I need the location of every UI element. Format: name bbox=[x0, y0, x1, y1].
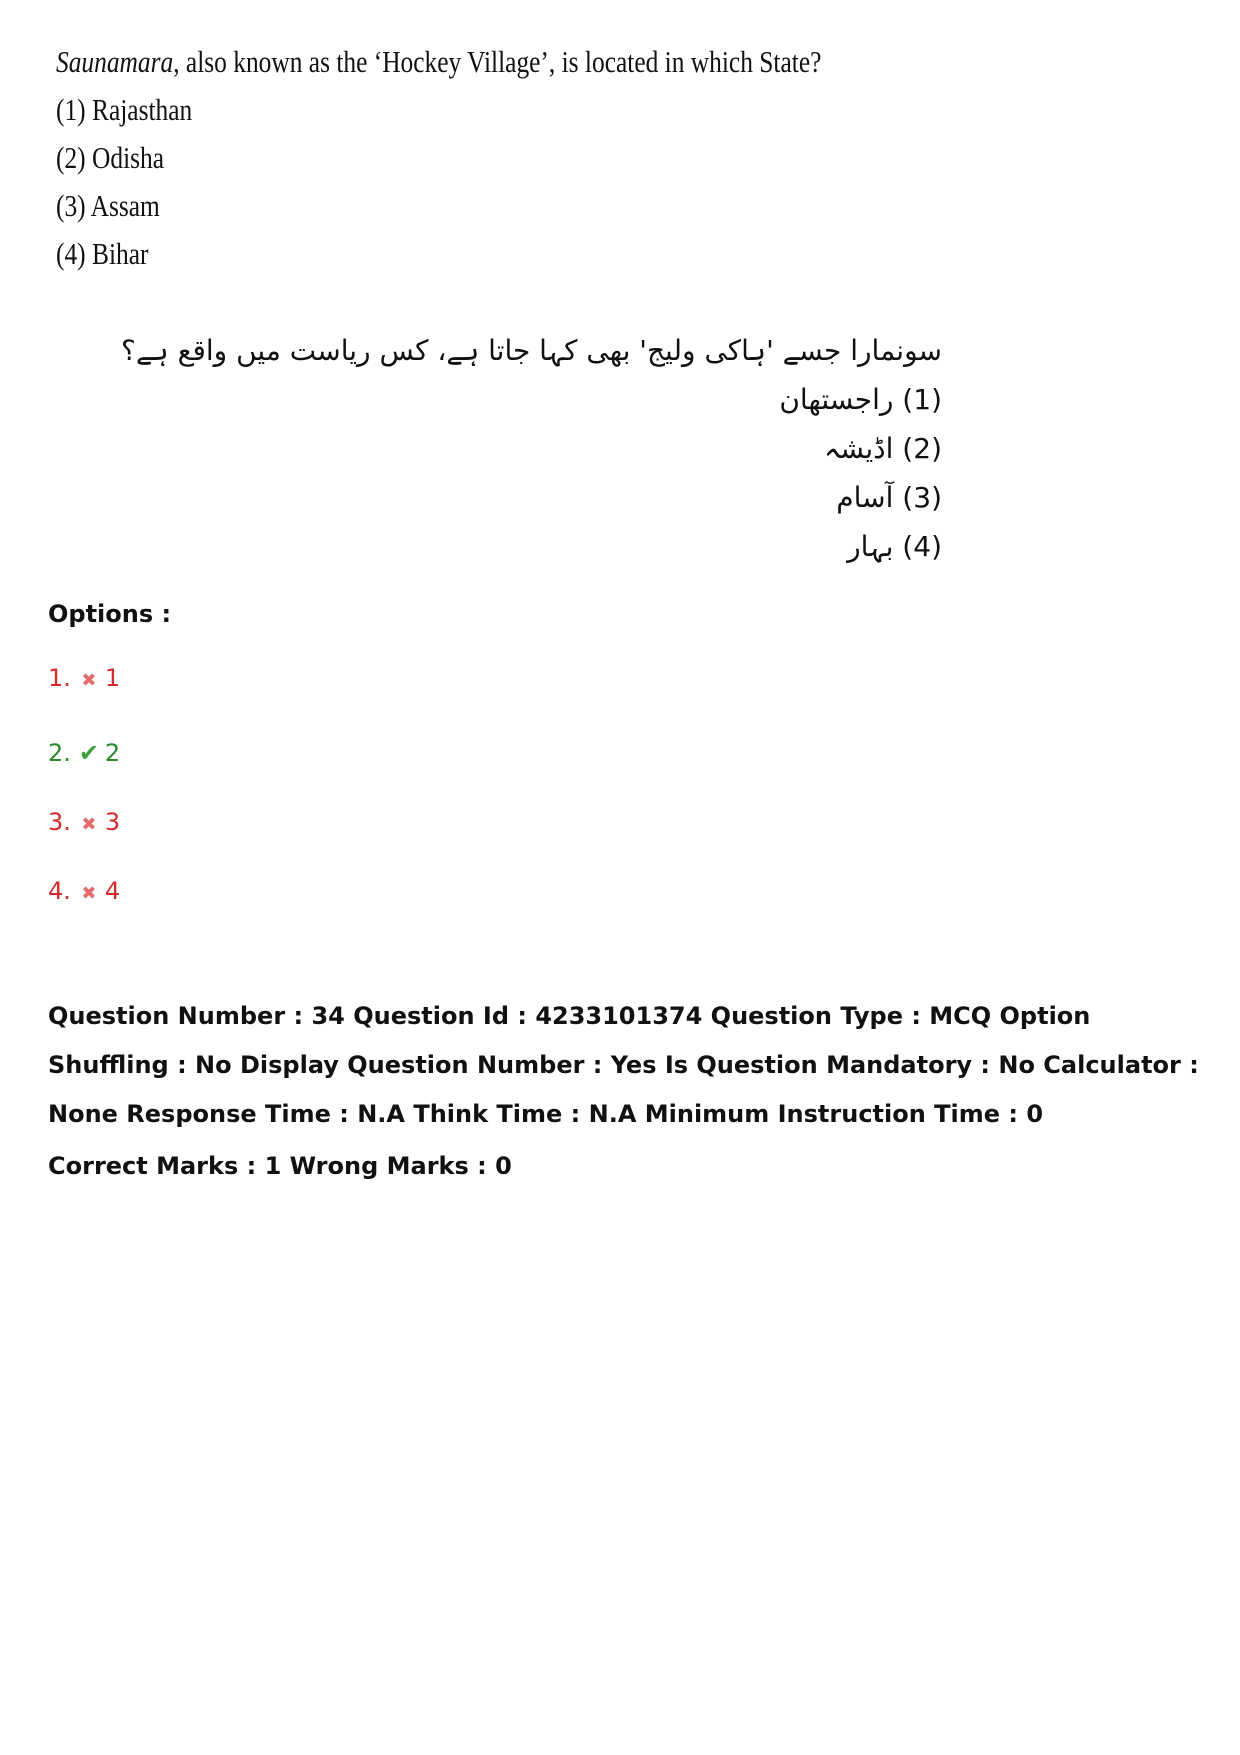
option-value: 3 bbox=[104, 808, 121, 836]
option-value: 4 bbox=[104, 877, 121, 905]
question-choice-urdu: (2) اڈیشہ bbox=[823, 432, 942, 465]
question-choice: (2) Odisha bbox=[56, 140, 165, 175]
cross-icon: ✖ bbox=[81, 814, 97, 835]
option-number: 1. bbox=[48, 664, 71, 692]
option-1 bbox=[48, 664, 120, 692]
option-4 bbox=[48, 877, 120, 905]
cross-icon: ✖ bbox=[81, 670, 97, 691]
question-english bbox=[56, 38, 821, 278]
option-value: 1 bbox=[104, 664, 121, 692]
question-choice: (4) Bihar bbox=[56, 236, 149, 271]
cross-icon: ✖ bbox=[81, 883, 97, 904]
options-heading: Options : bbox=[48, 600, 172, 628]
question-metadata: Question Number : 34 Question Id : 4233101374 Question Type : MCQ Option Shuffling : No Display Question Number : Yes Is Question Mandatory : No Calculator : None Response Time : N.A Think Time : N.A Minimum Instruction Time : 0 bbox=[48, 1002, 1199, 1128]
question-stem-urdu: سونمارا جسے 'ہاکی ولیج' بھی کہا جاتا ہے، کس ریاست میں واقع ہے؟ bbox=[121, 334, 942, 367]
option-2 bbox=[48, 739, 120, 767]
check-icon: ✔ bbox=[78, 739, 99, 767]
question-choice-urdu: (1) راجستھان bbox=[779, 383, 942, 416]
option-value: 2 bbox=[104, 739, 121, 767]
option-number: 3. bbox=[48, 808, 71, 836]
question-choice-urdu: (4) بہار bbox=[847, 530, 942, 563]
question-stem bbox=[56, 38, 821, 86]
option-number: 2. bbox=[48, 739, 71, 767]
question-urdu bbox=[121, 326, 942, 571]
option-number: 4. bbox=[48, 877, 71, 905]
option-3 bbox=[48, 808, 120, 836]
question-subject: Saunamara bbox=[56, 44, 174, 79]
question-choice: (1) Rajasthan bbox=[56, 92, 193, 127]
question-choice: (3) Assam bbox=[56, 188, 160, 223]
question-choice-urdu: (3) آسام bbox=[836, 481, 942, 514]
question-stem-text: , also known as the ‘Hockey Village’, is located in which State? bbox=[173, 44, 822, 79]
marks-info: Correct Marks : 1 Wrong Marks : 0 bbox=[48, 1152, 512, 1180]
